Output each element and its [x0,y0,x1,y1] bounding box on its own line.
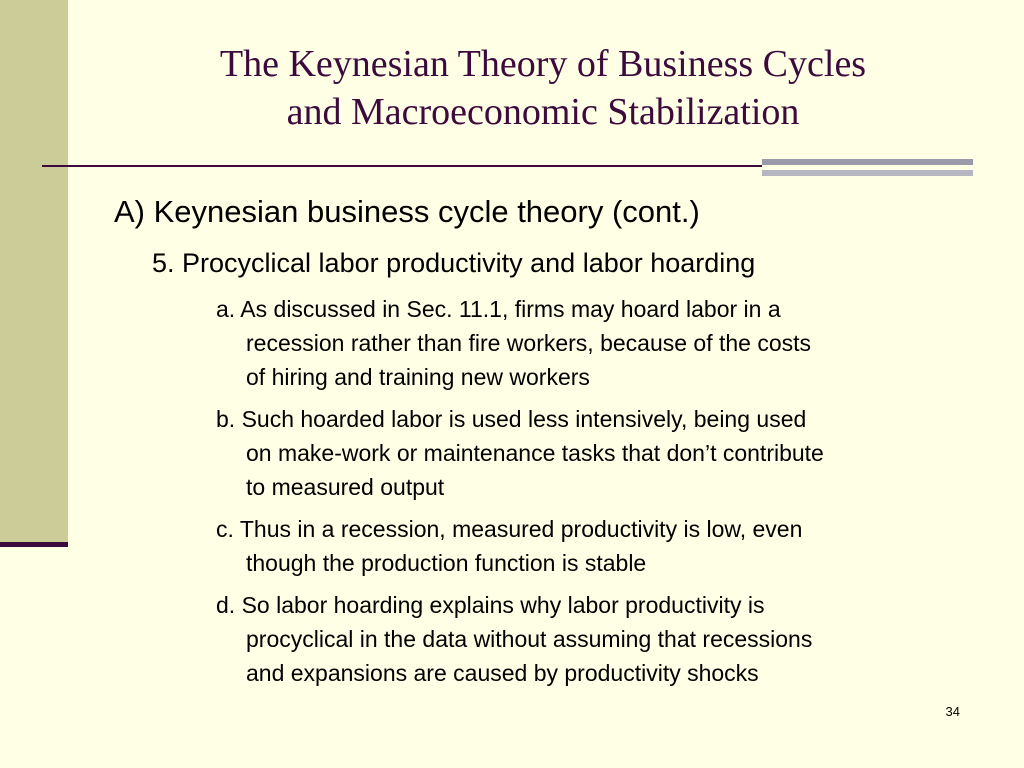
bullet-line: and expansions are caused by productivity shocks [246,660,759,686]
title-rule-gray-lower [762,170,973,176]
slide-title-line-1: The Keynesian Theory of Business Cycles [219,43,867,85]
bullet-line: b. Such hoarded labor is used less intensively, being used [216,406,807,432]
slide-title-line-2: and Macroeconomic Stabilization [286,91,800,133]
side-bar-accent [0,542,68,547]
bullet-line: of hiring and training new workers [246,364,590,390]
bullet-item-a [216,292,986,394]
bullet-line: c. Thus in a recession, measured productivity is low, even [216,516,803,542]
bullet-item-c [216,512,986,580]
slide-title [68,40,1018,136]
title-rule [42,165,762,167]
bullet-line: on make-work or maintenance tasks that don’t contribute [246,440,824,466]
bullet-line: procyclical in the data without assuming that recessions [246,626,813,652]
page-number: 34 [945,704,960,719]
bullet-line: d. So labor hoarding explains why labor productivity is [216,592,765,618]
bullet-line: to measured output [246,474,445,500]
bullet-line: a. As discussed in Sec. 11.1, firms may hoard labor in a [216,296,781,322]
side-bar [0,0,68,545]
slide-subheading: 5. Procyclical labor productivity and labor hoarding [152,248,756,278]
bullet-list [216,292,986,698]
title-rule-gray-upper [762,159,973,165]
bullet-item-b [216,402,986,504]
bullet-line: recession rather than fire workers, because of the costs [246,330,812,356]
slide-heading: A) Keynesian business cycle theory (cont.) [114,194,700,229]
bullet-item-d [216,588,986,690]
bullet-line: though the production function is stable [246,550,647,576]
